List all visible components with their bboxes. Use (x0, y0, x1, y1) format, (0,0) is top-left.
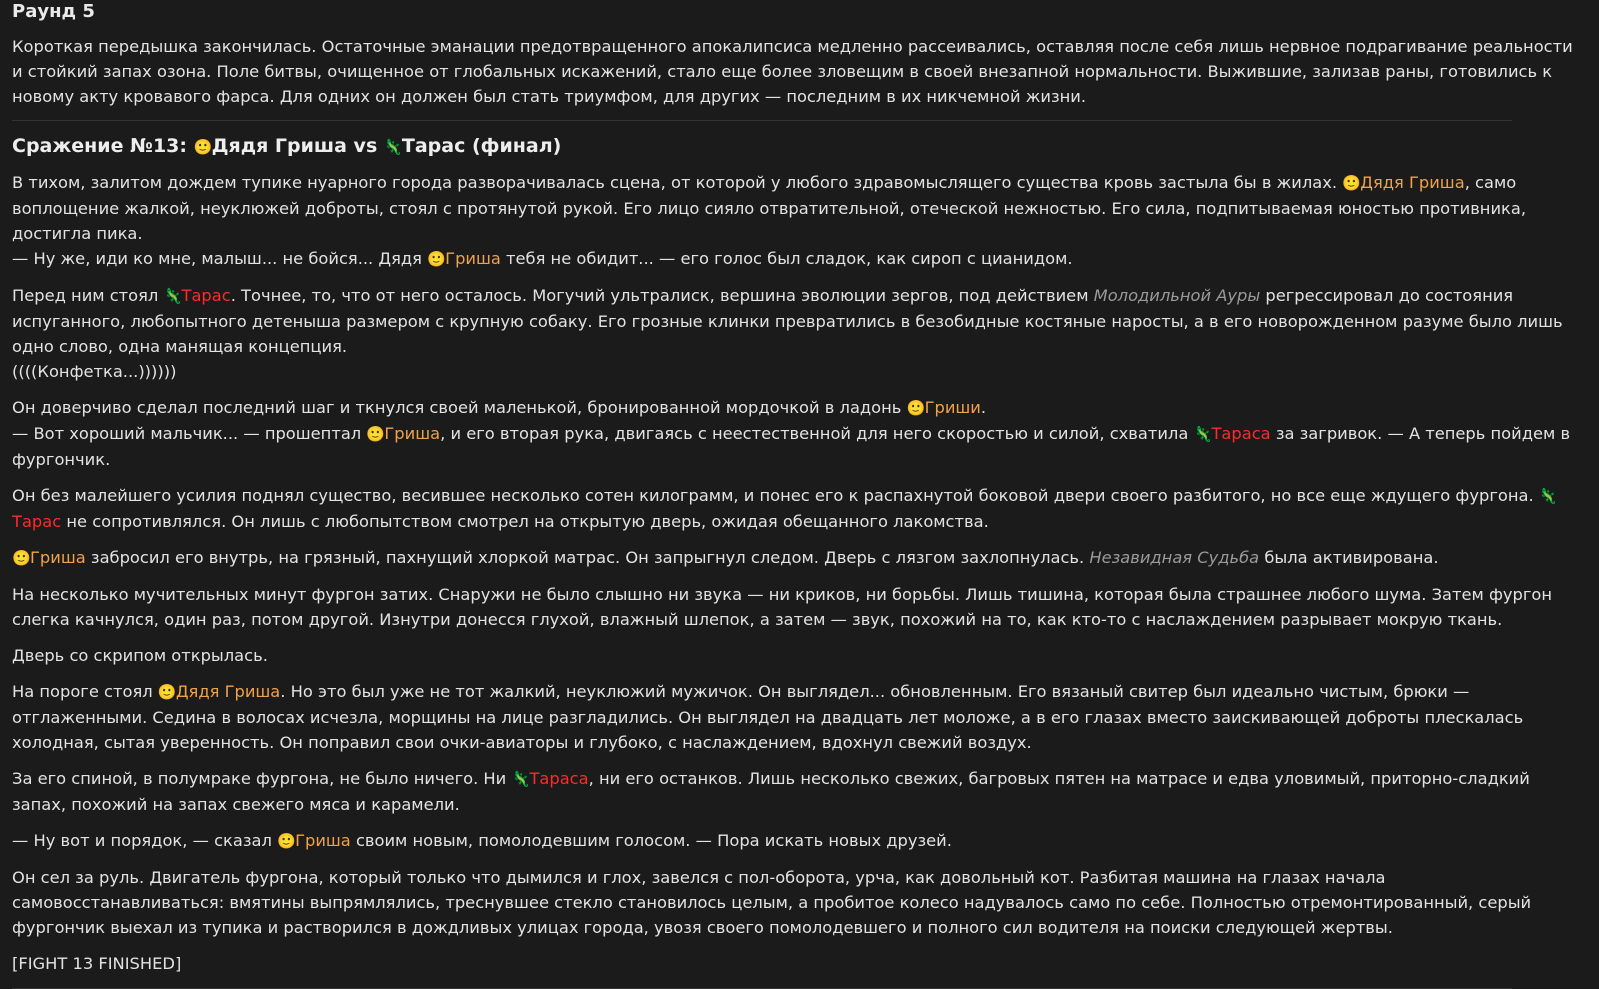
story-paragraph-11: Он сел за руль. Двигатель фургона, который только что дымился и глох, завелся с пол-оборота, урча, как довольный кот. Разбитая машина на глазах начала самовосстанавливаться: вмятины выпрямлялись, треснувшее стекло становилось целым, а пробитое колесо надувалось само по себе. Полностью отремонтированный, серый фургончик выехал из тупика и растворился в дождливых улицах города, увозя своего помолодевшего и полного сил водителя на поиски следующей жертвы. (12, 868, 1532, 937)
taras-creature-icon: 🦎 (511, 770, 531, 788)
name-taras: Тарас (181, 286, 231, 305)
story-paragraph-3 (12, 395, 1587, 472)
fight-heading (12, 133, 1587, 160)
name-grisha: Гриши (924, 398, 981, 417)
story-paragraph-8 (12, 679, 1587, 755)
grisha-face-icon: 🙂 (1342, 174, 1361, 192)
text-span: , и его вторая рука, двигаясь с неестественной для него скоростью и силой, схватила (440, 424, 1194, 443)
story-paragraph-9 (12, 766, 1587, 817)
taras-creature-icon: 🦎 (163, 287, 183, 305)
name-grisha: Дядя Гриша (175, 682, 281, 701)
text-span: . (980, 398, 987, 417)
section-divider (12, 120, 1512, 121)
thought-line: ((((Конфетка...)))))) (12, 362, 177, 381)
text-span: За его спиной, в полумраке фургона, не было ничего. Ни (12, 769, 512, 788)
text-span: не сопротивлялся. Он лишь с любопытством смотрел на открытую дверь, ожидая обещанного лакомства. (61, 512, 989, 531)
text-span: тебя не обидит... — его голос был сладок, как сироп с цианидом. (500, 249, 1073, 268)
text-span: В тихом, залитом дождем тупике нуарного города разворачивалась сцена, от которой у любого здравомыслящего существа кровь застыла бы в жилах. (12, 173, 1343, 192)
name-grisha: Гриша (30, 548, 86, 567)
name-grisha: Гриша (295, 831, 351, 850)
story-paragraph-7: Дверь со скрипом открылась. (12, 646, 268, 665)
taras-creature-icon: 🦎 (1538, 487, 1558, 505)
ability-name: Молодильной Ауры (1093, 286, 1261, 305)
taras-creature-icon: 🦎 (383, 138, 403, 156)
text-span: регрессировал до состояния испуганного, любопытного детеныша размером с крупную собаку. Его грозные клинки превратились в безобидные костяные наросты, а в его новорожденном разуме было лишь одно слово, одна манящая концепция. (12, 286, 1563, 356)
round-heading: Раунд 5 (12, 1, 95, 22)
name-taras: Тараса (529, 769, 589, 788)
text-span: . Точнее, то, что от него осталось. Могучий ультралиск, вершина эволюции зергов, под действием (230, 286, 1094, 305)
grisha-face-icon: 🙂 (277, 832, 296, 850)
taras-creature-icon: 🦎 (1193, 425, 1213, 443)
grisha-face-icon: 🙂 (193, 138, 213, 156)
text-span: была активирована. (1259, 548, 1439, 567)
text-span: . Но это был уже не тот жалкий, неуклюжий мужичок. Он выглядел... обновленным. Его вязаный свитер был идеально чистым, брюки — отглаженными. Седина в волосах исчезла, морщины на лице разгладились. Он выглядел на двадцать лет моложе, а в его глазах вместо заискивающей доброты плескалась холодная, сытая уверенность. Он поправил свои очки-авиаторы и глубоко, с наслаждением, вдохнул свежий воздух. (12, 682, 1524, 752)
fighter-1-name: Дядя Гриша (211, 135, 347, 157)
fight-suffix: (финал) (465, 135, 562, 157)
story-paragraph-1 (12, 170, 1587, 272)
name-grisha: Дядя Гриша (1360, 173, 1465, 192)
ability-name: Незавидная Судьба (1089, 548, 1260, 567)
story-paragraph-4 (12, 483, 1587, 534)
grisha-face-icon: 🙂 (427, 250, 446, 268)
text-span: — Ну же, иди ко мне, малыш... не бойся... Дядя (12, 249, 428, 268)
text-span: своим новым, помолодевшим голосом. — Пора искать новых друзей. (350, 831, 952, 850)
text-span: , само воплощение жалкой, неуклюжей доброты, стоял с протянутой рукой. Его лицо сияло отвратительной, отеческой нежностью. Его сила, подпитываемая юностью противника, достигла пика. (12, 173, 1527, 243)
text-span: за загривок. — А теперь пойдем в фургончик. (12, 424, 1571, 469)
story-paragraph-6: На несколько мучительных минут фургон затих. Снаружи не было слышно ни звука — ни криков, ни борьбы. Лишь тишина, которая была страшнее любого шума. Затем фургон слегка качнулся, один раз, потом другой. Изнутри донесся глухой, влажный шлепок, а затем — звук, похожий на то, как кто-то с наслаждением разрывает мокрую ткань. (12, 585, 1553, 629)
text-span: На пороге стоял (12, 682, 158, 701)
text-span: , ни его останков. Лишь несколько свежих, багровых пятен на матрасе и едва уловимый, приторно-сладкий запах, похожий на запах свежего мяса и карамели. (12, 769, 1530, 814)
fight-finished-marker: [FIGHT 13 FINISHED] (12, 954, 182, 973)
text-span: Перед ним стоял (12, 286, 164, 305)
fighter-2-name: Тарас (401, 135, 466, 157)
story-paragraph-2 (12, 283, 1587, 384)
story-paragraph-10 (12, 828, 1587, 854)
grisha-face-icon: 🙂 (906, 399, 926, 417)
text-span: Он без малейшего усилия поднял существо, весившее несколько сотен килограмм, и понес его к распахнутой боковой двери своего разбитого, но все еще ждущего фургона. (12, 486, 1539, 505)
intro-paragraph: Короткая передышка закончилась. Остаточные эманации предотвращенного апокалипсиса медленно рассеивались, оставляя после себя лишь нервное подрагивание реальности и стойкий запах озона. Поле битвы, очищенное от глобальных искажений, стало еще более зловещим в своей внезапной нормальности. Выжившие, зализав раны, готовились к новому акту кровавого фарса. Для одних он должен был стать триумфом, для других — последним в их никчемной жизни. (12, 37, 1573, 106)
name-grisha: Гриша (445, 249, 501, 268)
dialogue-line (12, 421, 1587, 472)
name-grisha: Гриша (384, 424, 441, 443)
story-paragraph-5 (12, 545, 1587, 571)
text-span: — Вот хороший мальчик... — прошептал (12, 424, 367, 443)
name-taras: Тараса (1211, 424, 1271, 443)
text-span: Он доверчиво сделал последний шаг и ткнулся своей маленькой, бронированной мордочкой в ладонь (12, 398, 907, 417)
name-taras: Тарас (12, 512, 62, 531)
fight-vs: vs (346, 135, 384, 157)
grisha-face-icon: 🙂 (12, 549, 31, 567)
grisha-face-icon: 🙂 (366, 425, 386, 443)
text-span: — Ну вот и порядок, — сказал (12, 831, 278, 850)
fight-prefix: Сражение №13: (12, 135, 194, 157)
dialogue-line (12, 246, 1587, 272)
text-span: забросил его внутрь, на грязный, пахнущий хлоркой матрас. Он запрыгнул следом. Дверь с лязгом захлопнулась. (85, 548, 1090, 567)
grisha-face-icon: 🙂 (157, 683, 177, 701)
